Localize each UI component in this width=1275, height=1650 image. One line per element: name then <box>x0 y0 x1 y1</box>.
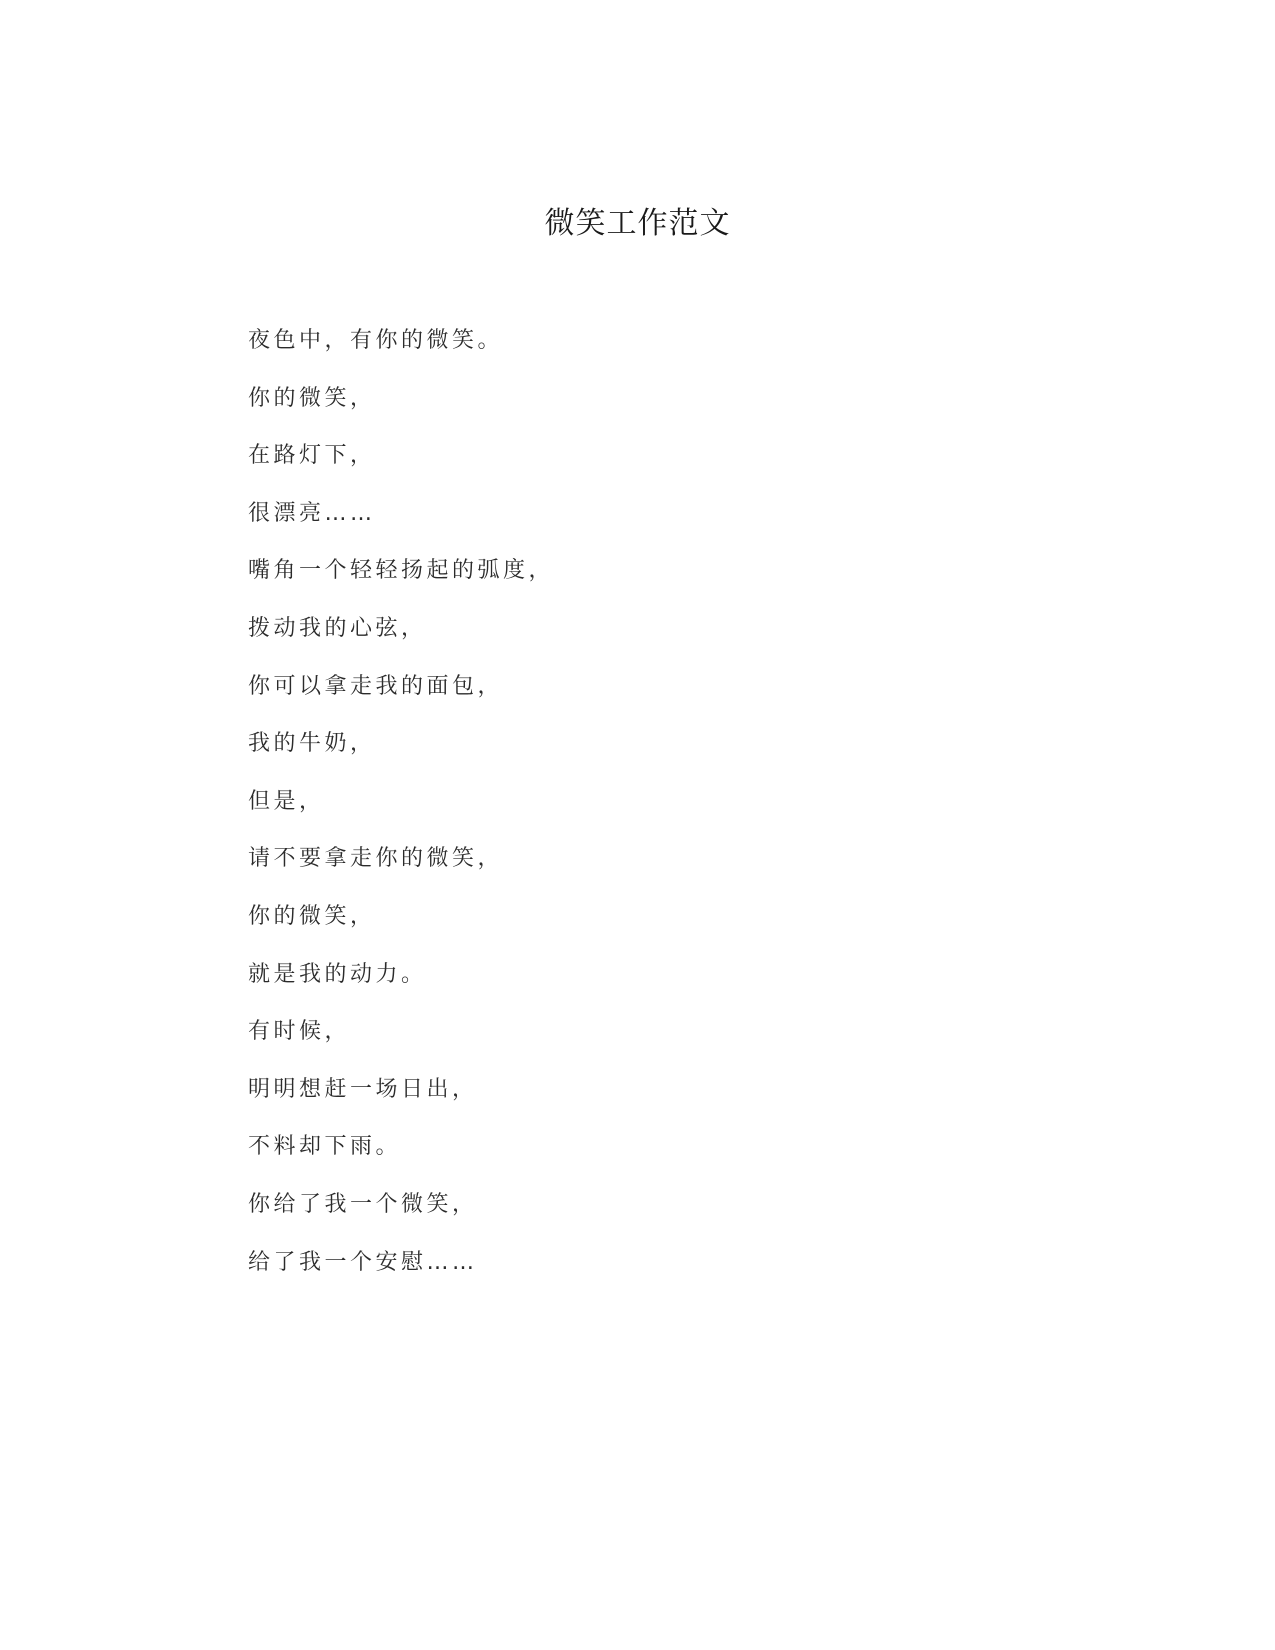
body-line: 请不要拿走你的微笑， <box>248 846 504 872</box>
body-line: 拨动我的心弦， <box>248 615 427 641</box>
body-line: 不料却下雨。 <box>248 1134 402 1160</box>
body-line: 有时候， <box>248 1019 351 1045</box>
body-line: 很漂亮…… <box>248 500 376 526</box>
body-line: 在路灯下， <box>248 443 376 469</box>
body-line: 嘴角一个轻轻扬起的弧度， <box>248 558 555 584</box>
body-line: 给了我一个安慰…… <box>248 1249 478 1275</box>
body-line: 你可以拿走我的面包， <box>248 673 504 699</box>
page-title: 微笑工作范文 <box>544 206 731 241</box>
body-line: 就是我的动力。 <box>248 961 427 987</box>
body-line: 夜色中，有你的微笑。 <box>248 328 504 353</box>
document-body <box>248 312 1048 1291</box>
body-line: 但是， <box>248 788 325 814</box>
body-line: 你的微笑， <box>248 903 376 929</box>
body-line: 你给了我一个微笑， <box>248 1191 478 1217</box>
body-line: 明明想赶一场日出， <box>248 1076 478 1102</box>
body-line: 你的微笑， <box>248 385 376 411</box>
body-line: 我的牛奶， <box>248 731 376 757</box>
